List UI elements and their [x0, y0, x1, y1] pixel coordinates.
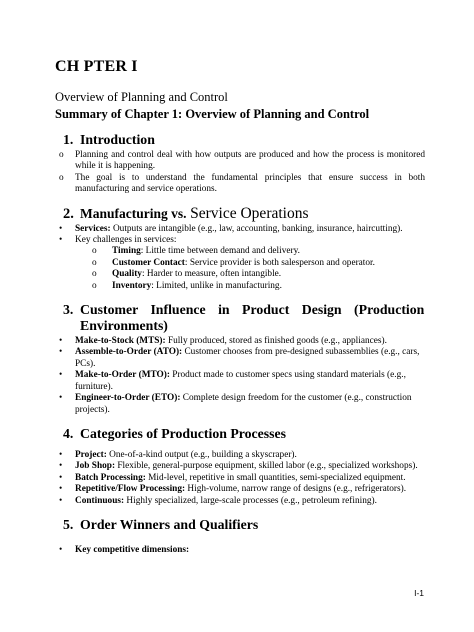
section-heading — [63, 426, 425, 442]
section-number: 3. — [63, 302, 74, 318]
bullet-icon: • — [59, 449, 63, 460]
bullet-icon: • — [59, 484, 63, 495]
section-heading — [63, 302, 425, 334]
list-item: • Repetitive/Flow Processing: High-volume, narrow range of designs (e.g., refrigerators). — [59, 484, 407, 495]
section-title: Introduction — [80, 132, 155, 147]
section-title: Order Winners and Qualifiers — [80, 516, 259, 532]
bullet-icon: • — [59, 370, 63, 381]
list-item: o Inventory: Limited, unlike in manufacturing. — [92, 280, 282, 291]
processes-list — [55, 450, 425, 507]
list-item: • Key challenges in services: — [59, 235, 177, 246]
list-item: • Engineer-to-Order (ETO): Complete design freedom for the customer (e.g., construction projects). — [59, 393, 412, 415]
bullet-icon: • — [59, 235, 63, 246]
order-winners-list — [55, 545, 425, 556]
list-item: o The goal is to understand the fundamental principles that ensure success in both manufacturing and service operations. — [59, 172, 425, 195]
circle-bullet-icon: o — [59, 172, 64, 183]
chapter-subtitle: Overview of Planning and Control — [55, 90, 228, 104]
section-introduction — [55, 132, 425, 196]
section-number: 4. — [63, 425, 74, 441]
circle-bullet-icon: o — [92, 257, 97, 268]
circle-bullet-icon: o — [59, 150, 64, 160]
list-item: • Assemble-to-Order (ATO): Customer chooses from pre-designed subassemblies (e.g., cars, PCs). — [59, 347, 420, 369]
section-number: 1. — [63, 132, 74, 147]
production-environments-list — [55, 336, 425, 416]
section-production-processes — [55, 426, 425, 507]
bullet-icon: • — [59, 393, 63, 404]
list-item: o Timing: Little time between demand and delivery. — [92, 246, 300, 257]
bullet-icon: • — [59, 495, 63, 506]
list-item: • Make-to-Order (MTO): Product made to customer specs using standard materials (e.g., furniture). — [59, 370, 406, 392]
list-item: • Project: One-of-a-kind output (e.g., building a skyscraper). — [59, 449, 297, 460]
list-item: o Quality: Harder to measure, often intangible. — [92, 269, 282, 280]
challenges-list — [55, 246, 425, 292]
list-item: • Key competitive dimensions: — [59, 544, 190, 555]
list-item: o Customer Contact: Service provider is both salesperson and operator. — [92, 257, 375, 268]
list-item: • Services: Outputs are intangible (e.g., law, accounting, banking, insurance, haircutting). — [59, 223, 403, 234]
section-number: 5. — [63, 516, 74, 532]
circle-bullet-icon: o — [92, 269, 97, 280]
bullet-icon: • — [59, 472, 63, 483]
bullet-icon: • — [59, 347, 63, 358]
section-title: Categories of Production Processes — [80, 425, 287, 441]
services-list — [55, 224, 425, 247]
bullet-icon: • — [59, 461, 63, 472]
section-title-continued: Environments) — [80, 318, 168, 334]
circle-bullet-icon: o — [92, 246, 97, 257]
chapter-heading: CH PTER I — [55, 58, 138, 75]
section-heading — [63, 206, 425, 222]
document-page — [55, 58, 425, 556]
section-title-part1: Manufacturing vs. — [80, 205, 187, 221]
summary-heading: Summary of Chapter 1: Overview of Planning and Control — [55, 107, 370, 121]
intro-list — [55, 150, 425, 196]
section-order-winners — [55, 517, 425, 556]
bullet-icon: • — [59, 223, 63, 234]
list-item: • Job Shop: Flexible, general-purpose equipment, skilled labor (e.g., specialized workshops). — [59, 461, 418, 472]
bullet-icon: • — [59, 336, 63, 347]
section-heading — [63, 517, 425, 533]
section-heading — [63, 132, 425, 148]
circle-bullet-icon: o — [92, 280, 97, 291]
section-customer-influence — [55, 302, 425, 416]
list-item: o Planning and control deal with how outputs are produced and how the process is monitored while it is happening. — [59, 150, 425, 172]
section-manufacturing-vs-service — [55, 206, 425, 292]
list-item: • Batch Processing: Mid-level, repetitive in small quantities, semi-specialized equipment. — [59, 472, 406, 483]
list-item: • Continuous: Highly specialized, large-scale processes (e.g., petroleum refining). — [59, 495, 377, 506]
section-title: Customer Influence in Product Design (Production — [80, 302, 425, 318]
list-item: • Make-to-Stock (MTS): Fully produced, stored as finished goods (e.g., appliances). — [59, 336, 387, 347]
bullet-icon: • — [59, 544, 63, 555]
page-number: I-1 — [414, 588, 424, 598]
section-number: 2. — [63, 205, 74, 222]
section-title-part2: Service Operations — [190, 204, 309, 222]
